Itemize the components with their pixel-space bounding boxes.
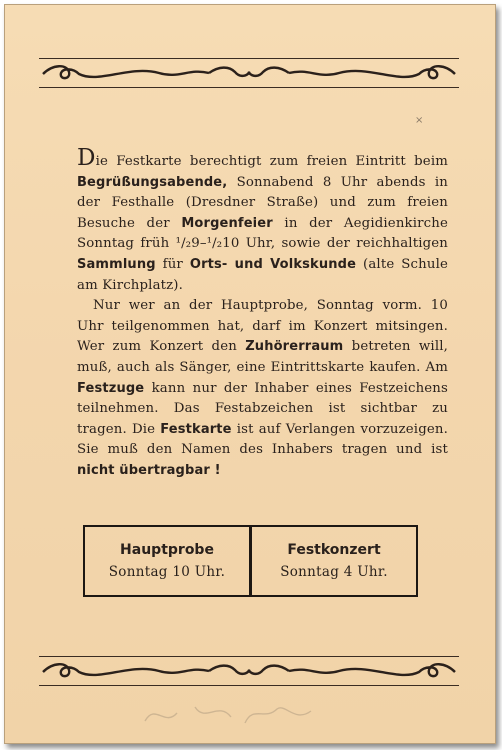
- drop-cap: D: [77, 145, 96, 171]
- text-span: in der Aegidienkirche Sonntag früh ¹/₂9–¹/₂10 Uhr, sowie der reichhaltigen: [77, 215, 448, 252]
- body-text: [77, 145, 448, 482]
- bold-nicht-uebertragbar: nicht übertragbar !: [77, 462, 221, 478]
- festkarte-sheet: [4, 4, 496, 744]
- text-span: (alte Schule am Kirchplatz).: [77, 256, 448, 293]
- bold-morgenfeier: Morgenfeier: [181, 215, 273, 231]
- top-scroll-ornament: [39, 62, 459, 84]
- schedule-time: Sonntag 10 Uhr.: [108, 564, 226, 580]
- ink-mark: ×: [415, 115, 424, 126]
- paragraph-2: [77, 296, 448, 481]
- schedule-title: Festkonzert: [287, 542, 381, 558]
- text-span: betreten will, muß, auch als Sänger, eine Eintrittskarte kaufen. Am: [77, 339, 448, 375]
- top-rule-upper: [39, 58, 459, 59]
- bold-zuhoererraum: Zuhörerraum: [245, 339, 344, 355]
- schedule-box: [83, 525, 418, 597]
- bold-sammlung: Sammlung: [77, 256, 156, 272]
- schedule-cell-hauptprobe: [85, 527, 249, 595]
- bottom-scroll-ornament: [39, 660, 459, 682]
- schedule-cell-festkonzert: [249, 527, 416, 595]
- bottom-rule-upper: [39, 656, 459, 657]
- bold-begruessungsabende: Begrüßungsabende,: [77, 174, 228, 190]
- text-span: ie Festkarte berechtigt zum freien Eintritt beim: [95, 154, 448, 169]
- text-span: ist auf Verlangen vorzuzeigen. Sie muß den Namen des Inhabers tragen und ist: [77, 421, 448, 458]
- text-span: für: [155, 256, 190, 272]
- bold-orts-und-volkskunde: Orts- und Volkskunde: [189, 256, 357, 272]
- schedule-time: Sonntag 4 Uhr.: [280, 564, 388, 580]
- bold-festkarte: Festkarte: [160, 421, 232, 437]
- text-span: Nur wer an der Hauptprobe, Sonntag vorm. 10 Uhr teilgenommen hat, darf im Konzert mitsingen. Wer zum Konzert den: [77, 298, 448, 355]
- schedule-title: Hauptprobe: [120, 542, 214, 558]
- text-span: Sonnabend 8 Uhr abends in der Festhalle (Dresdner Straße) und zum freien Besuche der: [77, 174, 448, 231]
- bottom-rule-lower: [39, 685, 459, 686]
- pencil-scribble: [135, 693, 325, 733]
- top-rule-lower: [39, 87, 459, 88]
- paragraph-1: [77, 145, 448, 296]
- text-span: kann nur der Inhaber eines Festzeichens teilnehmen. Das Festabzeichen ist sichtbar zu tragen. Die: [77, 380, 448, 437]
- bold-festzuge: Festzuge: [77, 380, 145, 396]
